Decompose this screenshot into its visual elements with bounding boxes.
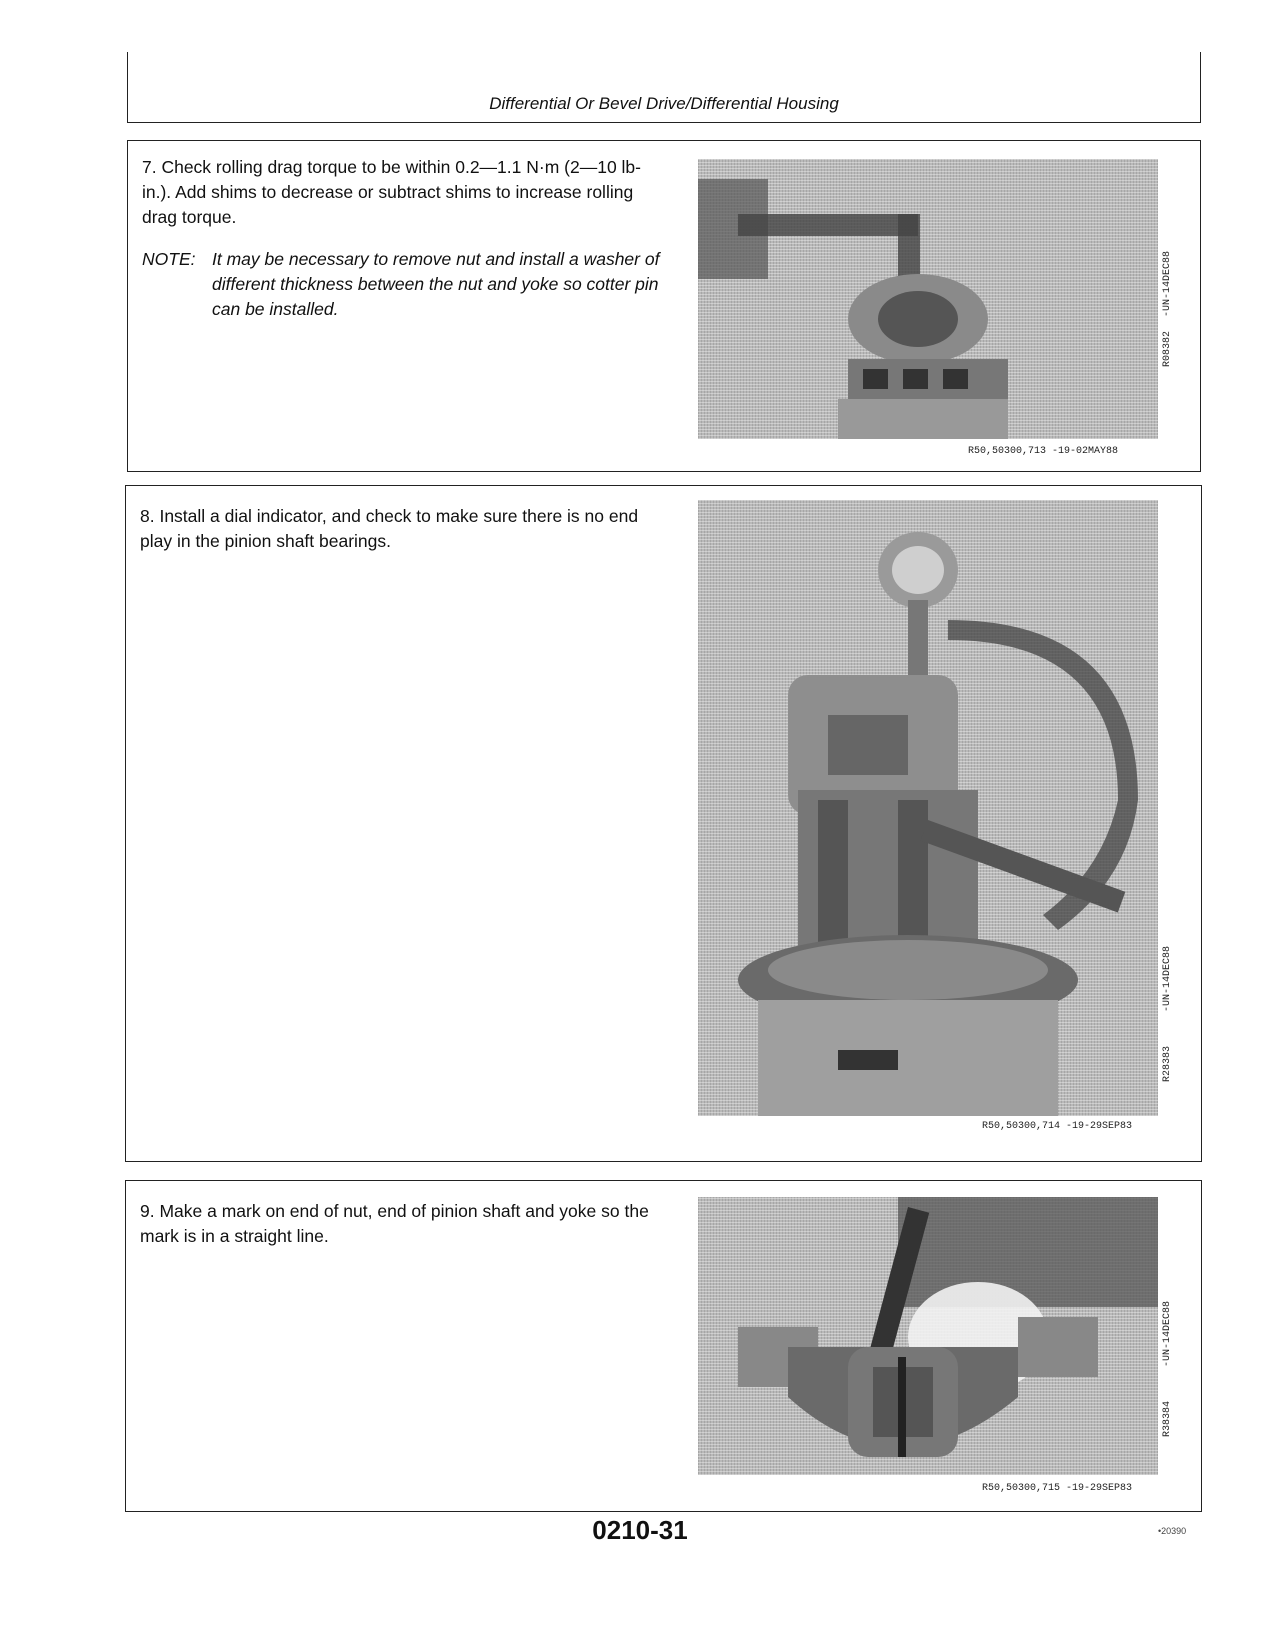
step-8-image-code: -UN-14DEC88 [1162,946,1173,1013]
header-rule-bottom [127,122,1201,123]
step-9-panel [125,1180,1202,1512]
step-7-image-code: -UN-14DEC88 [1162,251,1173,318]
step-9-image-code: -UN-14DEC88 [1162,1301,1173,1368]
page-number: 0210-31 [592,1515,688,1545]
step-7-text: 7. Check rolling drag torque to be within 0.2—1.1 N·m (2—10 lb-in.). Add shims to decrease or subtract shims to increase rolling drag torque. [142,157,641,227]
torque-wrench-illustration [698,159,1158,439]
step-8-image-id: R28383 [1162,1046,1173,1083]
step-7-photo [698,159,1158,439]
page-title: Differential Or Bevel Drive/Differential Housing [489,94,839,113]
corner-code: •20390 [1158,1526,1187,1536]
step-8-text: 8. Install a dial indicator, and check to make sure there is no end play in the pinion shaft bearings. [140,506,639,551]
step-8-ref: R50,50300,714 -19-29SEP83 [982,1121,1133,1132]
step-9-ref: R50,50300,715 -19-29SEP83 [982,1483,1133,1494]
step-9-image-id: R38384 [1162,1401,1173,1438]
step-7-note [142,247,662,322]
step-7-image-id: R08382 [1162,331,1173,368]
note-text: It may be necessary to remove nut and install a washer of different thickness between the nut and yoke so cotter pin can be installed. [212,249,660,319]
step-7-panel [127,140,1201,472]
step-9-photo [698,1197,1158,1475]
step-8-photo [698,500,1158,1116]
marking-illustration [698,1197,1158,1475]
dial-indicator-illustration [698,500,1158,1116]
step-8-panel [125,485,1202,1162]
step-7-ref: R50,50300,713 -19-02MAY88 [968,446,1119,457]
step-9-text: 9. Make a mark on end of nut, end of pinion shaft and yoke so the mark is in a straight line. [140,1201,649,1246]
note-label: NOTE: [142,249,196,269]
